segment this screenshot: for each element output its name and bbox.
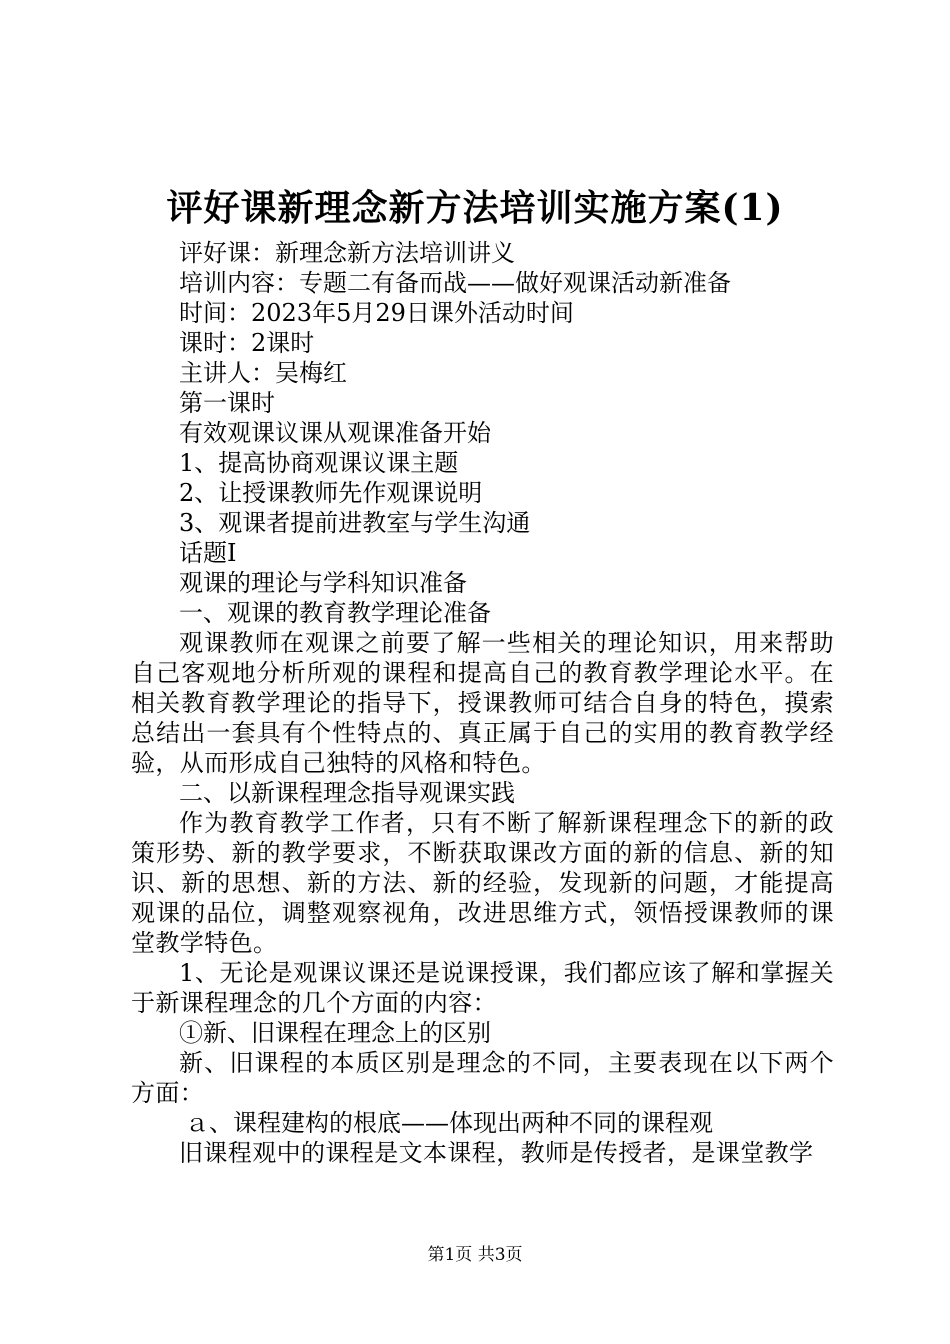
- text-line-speaker: 主讲人：吴梅红: [179, 359, 347, 387]
- page-footer: 第1页 共3页: [427, 1245, 523, 1265]
- paragraph-4: 新、旧课程的本质区别是理念的不同，主要表现在以下两个方面：: [131, 1049, 834, 1107]
- paragraph-3: 1、无论是观课议课还是说课授课，我们都应该了解和掌握关于新课程理念的几个方面的内容：: [131, 959, 834, 1017]
- paragraph-5: 旧课程观中的课程是文本课程，教师是传授者，是课堂教学: [179, 1139, 814, 1167]
- paragraph-1: 观课教师在观课之前要了解一些相关的理论知识，用来帮助自己客观地分析所观的课程和提高自己的教育教学理论水平。在相关教育教学理论的指导下，授课教师可结合自身的特色，摸索总结出一套具有个性特点的、真正属于自己的实用的教育教学经验，从而形成自己独特的风格和特色。: [131, 629, 834, 777]
- list-item-circled-1: ①新、旧课程在理念上的区别: [179, 1019, 491, 1047]
- text-line-topic-label: 话题Ⅰ: [179, 539, 237, 567]
- list-item-2: 2、让授课教师先作观课说明: [179, 479, 483, 507]
- section-heading-2: 二、以新课程理念指导观课实践: [179, 779, 515, 807]
- list-item-1: 1、提高协商观课议课主题: [179, 449, 459, 477]
- document-title: 评好课新理念新方法培训实施方案(1): [166, 187, 784, 229]
- text-line-topic: 有效观课议课从观课准备开始: [179, 419, 491, 447]
- section-heading-1: 一、观课的教育教学理论准备: [179, 599, 491, 627]
- text-line-session: 第一课时: [179, 389, 275, 417]
- list-item-3: 3、观课者提前进教室与学生沟通: [179, 509, 531, 537]
- list-item-a: ａ、课程建构的根底——体现出两种不同的课程观: [185, 1109, 713, 1137]
- text-line-subheading: 观课的理论与学科知识准备: [179, 569, 467, 597]
- document-body: [131, 238, 834, 1168]
- paragraph-2: 作为教育教学工作者，只有不断了解新课程理念下的新的政策形势、新的教学要求，不断获取课改方面的新的信息、新的知识、新的思想、新的方法、新的经验，发现新的问题，才能提高观课的品位，调整观察视角，改进思维方式，领悟授课教师的课堂教学特色。: [131, 809, 834, 957]
- text-line-subtitle: 评好课：新理念新方法培训讲义: [179, 239, 515, 267]
- text-line-time: 时间：2023年5月29日课外活动时间: [179, 299, 574, 327]
- text-line-hours: 课时：2课时: [179, 329, 315, 357]
- text-line-content: 培训内容：专题二有备而战——做好观课活动新准备: [179, 269, 731, 297]
